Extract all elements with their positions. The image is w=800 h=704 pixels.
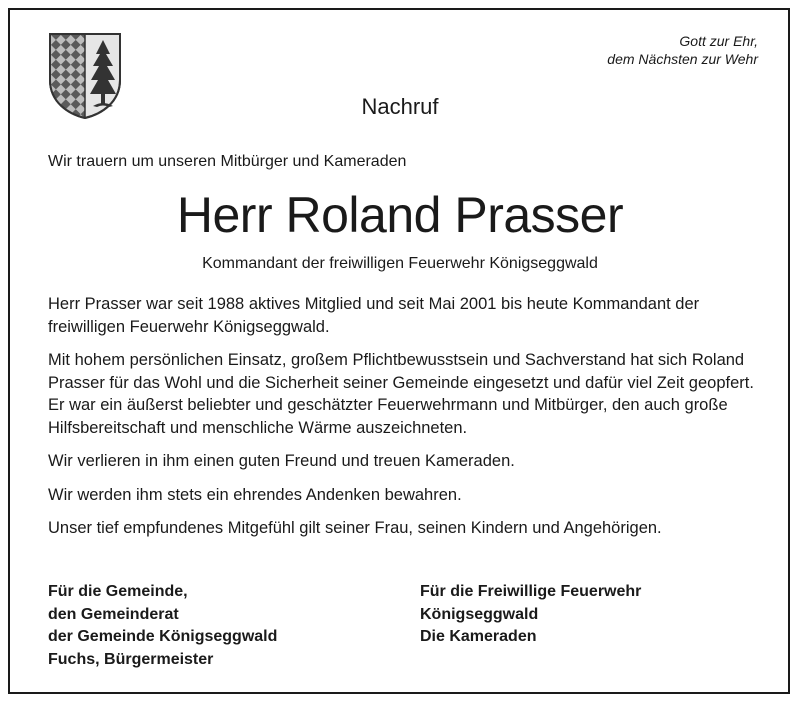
paragraph: Herr Prasser war seit 1988 aktives Mitglied und seit Mai 2001 bis heute Kommandant der freiwilligen Feuerwehr Königseggwald. (48, 295, 700, 336)
signature-line: Die Kameraden (420, 628, 537, 645)
obituary-body (48, 293, 768, 551)
signature-line: der Gemeinde Königseggwald (48, 628, 278, 645)
motto (607, 32, 758, 68)
paragraph: Unser tief empfundenes Mitgefühl gilt seiner Frau, seinen Kindern und Angehörigen. (48, 519, 662, 537)
paragraph: Wir verlieren in ihm einen guten Freund und treuen Kameraden. (48, 452, 515, 470)
signature-line: Fuchs, Bürgermeister (48, 650, 214, 668)
signature-line: Für die Freiwillige Feuerwehr (420, 583, 642, 600)
signature-line: den Gemeinderat (48, 605, 179, 623)
motto-line-1: Gott zur Ehr, (679, 33, 758, 49)
signature-fire-brigade (420, 581, 641, 649)
signature-line: Für die Gemeinde, (48, 583, 188, 600)
paragraph: Mit hohem persönlichen Einsatz, großem Pflichtbewusstsein und Sachverstand hat sich Roland Prasser für das Wohl und die Sicherheit seiner Gemeinde eingesetzt und dafür viel Zeit geopfert. Er war ein äußerst beliebter und geschätzter Feuerwehrmann und Mitbürger, den auch große Hilfsbereitschaft und menschliche Wärme auszeichneten. (48, 351, 754, 437)
signature-line: Königseggwald (420, 605, 539, 623)
deceased-name: Herr Roland Prasser (176, 187, 624, 243)
motto-line-2: dem Nächsten zur Wehr (607, 51, 758, 67)
signature-municipality (48, 581, 277, 671)
deceased-role: Kommandant der freiwilligen Feuerwehr Königseggwald (202, 255, 598, 272)
notice-heading: Nachruf (361, 94, 439, 119)
paragraph: Wir werden ihm stets ein ehrendes Andenken bewahren. (48, 485, 462, 504)
intro-line: Wir trauern um unseren Mitbürger und Kameraden (48, 153, 407, 170)
